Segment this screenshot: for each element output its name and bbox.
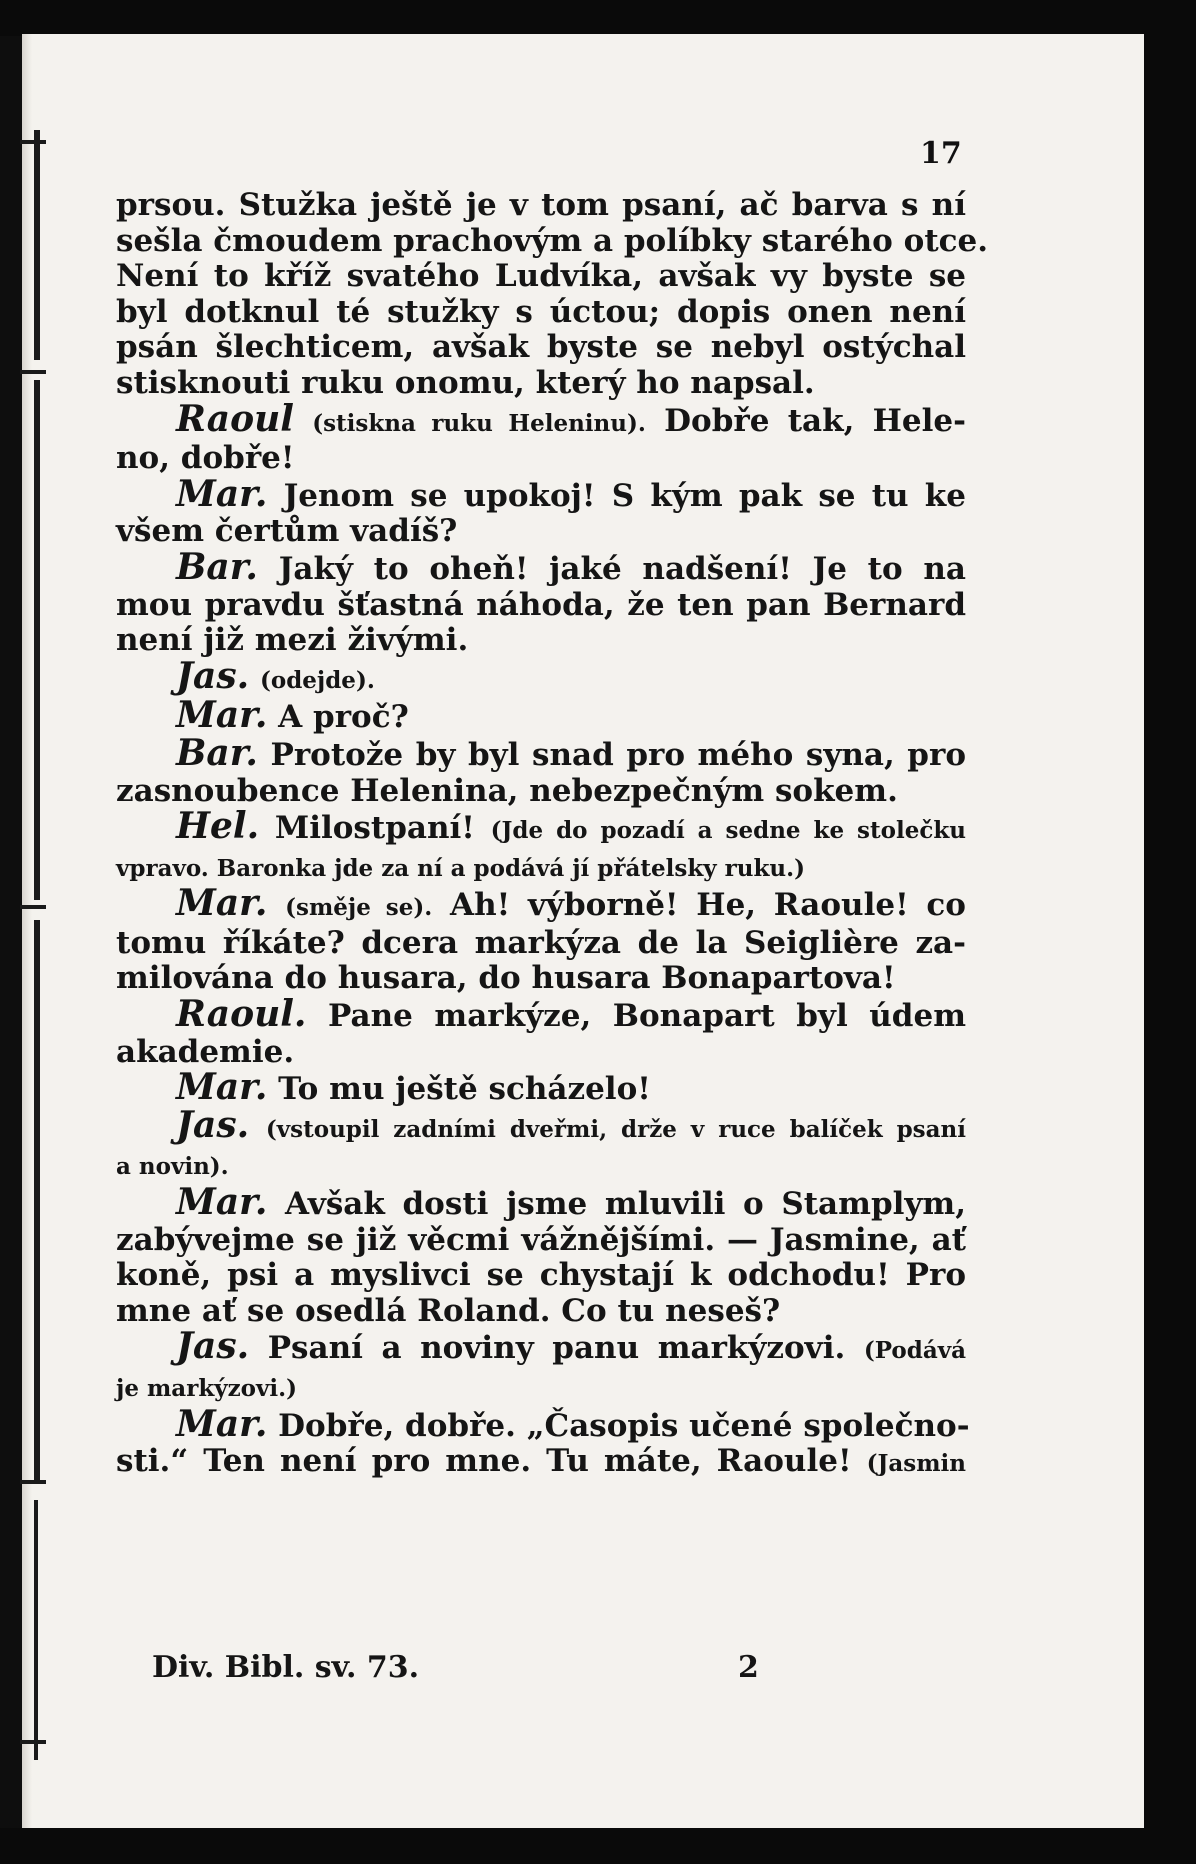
dialogue-text: tomu říkáte? dcera markýza de la Seiglière za- [116, 924, 966, 961]
dialogue-text: Avšak dosti jsme mluvili o Stamplym, [285, 1186, 966, 1223]
speaker-name: Jas. [176, 1325, 250, 1368]
speaker-name: Bar. [176, 731, 258, 774]
text-line [116, 330, 966, 366]
text-line [116, 1181, 966, 1224]
stage-direction: (směje se). [285, 894, 433, 922]
speaker-name: Raoul [176, 397, 294, 440]
signature-mark: 2 [738, 1650, 759, 1685]
page-gutter-shadow [22, 34, 32, 1830]
binding-tick [20, 370, 46, 374]
dialogue-text: zabývejme se již věcmi vážnějšími. — Jasmine, ať [116, 1221, 966, 1258]
dialogue-text: prsou. Stužka ještě je v tom psaní, ač barva s ní [116, 187, 966, 223]
text-line [116, 514, 966, 550]
stage-direction: (odejde). [259, 666, 375, 694]
text-line [116, 882, 966, 926]
dialogue-text: Milostpaní! [274, 810, 475, 847]
dialogue-text: mou pravdu šťastná náhoda, že ten pan Bernard [116, 586, 966, 623]
binding-tick [20, 905, 46, 909]
dialogue-text: Dobře tak, Hele- [664, 402, 966, 439]
dialogue-text: mne ať se osedlá Roland. Co tu neseš? [116, 1292, 781, 1329]
scan-border-right [1144, 0, 1196, 1864]
speaker-name: Hel. [176, 805, 260, 848]
text-line [116, 1294, 966, 1330]
binding-line [34, 1500, 38, 1760]
speaker-name: Bar. [176, 545, 258, 588]
text-line [116, 1402, 970, 1445]
speaker-name: Mar. [176, 1181, 268, 1224]
speaker-name: Mar. [176, 472, 268, 515]
speaker-name: Mar. [176, 1066, 268, 1109]
stage-direction: a novin). [116, 1153, 229, 1181]
dialogue-text: no, dobře! [116, 440, 295, 477]
speaker-name: Jas. [176, 654, 250, 697]
stage-direction: (Jasmin [866, 1450, 967, 1478]
text-line [116, 441, 966, 477]
text-line [116, 188, 966, 224]
speaker-name: Mar. [176, 694, 268, 737]
text-line [116, 849, 966, 887]
text-line [116, 1035, 966, 1071]
scan-border-top [0, 0, 1196, 36]
text-line [116, 961, 966, 997]
text-line [116, 397, 966, 442]
speaker-name: Mar. [176, 882, 268, 925]
text-line [116, 1369, 966, 1407]
binding-line [34, 920, 40, 1480]
dialogue-text: není již mezi živými. [116, 622, 469, 659]
dialogue-text: byl dotknul té stužky s úctou; dopis onen není [116, 293, 966, 330]
dialogue-text: akademie. [116, 1033, 295, 1070]
text-line [116, 295, 966, 331]
dialogue-text: stisknouti ruku onomu, který ho napsal. [116, 364, 815, 401]
text-line [116, 774, 966, 810]
text-line [116, 926, 966, 962]
text-line [116, 1223, 966, 1259]
dialogue-text: Protože by byl snad pro mého syna, pro [270, 736, 966, 773]
dialogue-text: Pane markýze, Bonapart byl údem [328, 998, 967, 1035]
dialogue-text: milována do husara, do husara Bonapartova! [116, 960, 896, 997]
speaker-name: Mar. [176, 1402, 268, 1445]
page-number: 17 [920, 136, 962, 171]
stage-direction: (Jde do pozadí a sedne ke stolečku [490, 817, 966, 845]
text-line [116, 545, 966, 588]
dialogue-text: Psaní a noviny panu markýzovi. [267, 1330, 846, 1367]
speaker-name: Raoul. [176, 993, 307, 1036]
text-line [116, 1066, 966, 1109]
binding-line [34, 130, 40, 360]
text-line [116, 1103, 966, 1148]
text-line [116, 731, 966, 774]
text-line [116, 654, 966, 699]
text-line [116, 1147, 966, 1185]
dialogue-text: psán šlechticem, avšak byste se nebyl ostýchal [116, 329, 966, 366]
dialogue-text: Jenom se upokoj! S kým pak se tu ke [283, 477, 967, 514]
dialogue-text: sti.“ Ten není pro mne. Tu máte, Raoule! [116, 1443, 852, 1480]
play-text [116, 187, 989, 1482]
text-line [116, 805, 966, 849]
stage-direction: (Podává [863, 1337, 966, 1365]
stage-direction: (vstoupil zadními dveřmi, drže v ruce balíček psaní [265, 1115, 966, 1143]
stage-direction: vpravo. Baronka jde za ní a podává jí přátelsky ruku.) [116, 854, 806, 882]
dialogue-text: Ah! výborně! He, Raoule! co [450, 887, 966, 924]
binding-tick [20, 1740, 46, 1744]
dialogue-text: To mu ještě scházelo! [278, 1071, 651, 1108]
dialogue-text: A proč? [278, 699, 409, 736]
dialogue-text: Není to kříž svatého Ludvíka, avšak vy byste se [116, 258, 966, 295]
text-line [116, 472, 967, 515]
scan-border-bottom [0, 1828, 1196, 1864]
series-footer: Div. Bibl. sv. 73. [152, 1650, 420, 1685]
text-line [116, 588, 966, 624]
text-line [116, 366, 966, 402]
text-line [116, 623, 966, 659]
dialogue-text: sešla čmoudem prachovým a políbky starého otce. [116, 222, 989, 259]
dialogue-text: všem čertům vadíš? [116, 513, 458, 550]
stage-direction: je markýzovi.) [116, 1375, 298, 1402]
dialogue-text: koně, psi a myslivci se chystají k odchodu! Pro [116, 1257, 966, 1294]
stage-direction: (stiskna ruku Heleninu). [312, 409, 646, 437]
text-line [116, 1444, 966, 1482]
binding-tick [20, 1480, 46, 1484]
text-line [116, 259, 966, 295]
speaker-name: Jas. [176, 1103, 250, 1146]
binding-line [34, 380, 40, 900]
text-line [116, 1258, 966, 1294]
text-line [116, 1325, 966, 1369]
text-line [116, 222, 989, 260]
dialogue-text: zasnoubence Helenina, nebezpečným sokem. [116, 772, 898, 809]
dialogue-text: Jaký to oheň! jaké nadšení! Je to na [278, 550, 966, 587]
text-line [116, 694, 966, 737]
text-line [116, 993, 967, 1036]
dialogue-text: Dobře, dobře. „Časopis učené společno- [278, 1407, 970, 1444]
binding-tick [20, 140, 46, 144]
